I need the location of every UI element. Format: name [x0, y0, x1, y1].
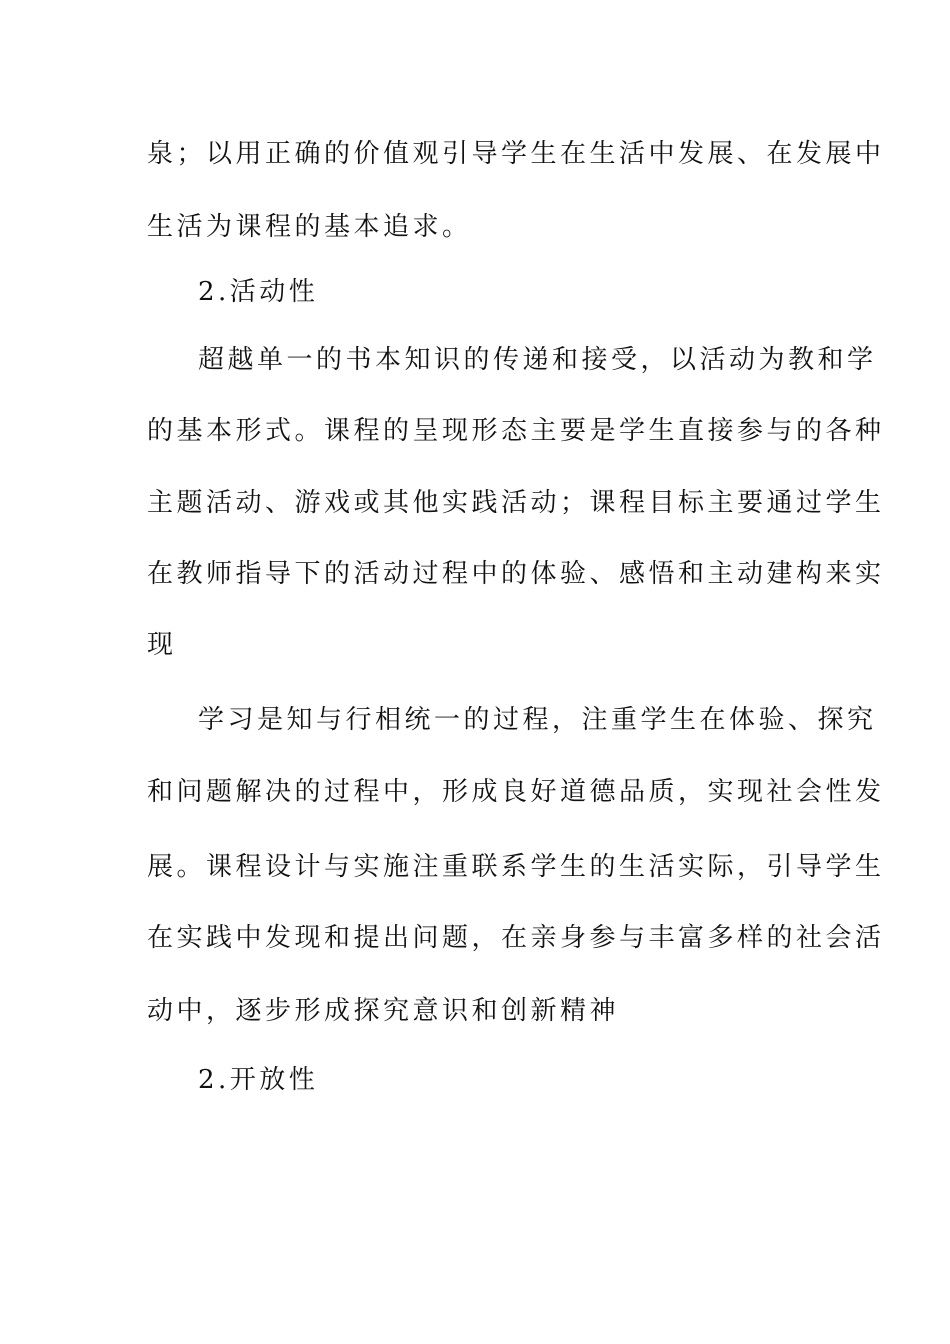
body-text-line: 现: [147, 630, 177, 660]
section-heading: 2.活动性: [198, 277, 319, 307]
body-text-line: 和问题解决的过程中，形成良好道德品质，实现社会性发: [147, 777, 885, 807]
body-text-line: 超越单一的书本知识的传递和接受，以活动为教和学: [198, 345, 877, 375]
body-text-line: 学习是知与行相统一的过程，注重学生在体验、探究: [198, 705, 877, 735]
section-heading: 2.开放性: [198, 1065, 319, 1095]
body-text-line: 在教师指导下的活动过程中的体验、感悟和主动建构来实: [147, 559, 885, 589]
body-text-line: 展。课程设计与实施注重联系学生的生活实际，引导学生: [147, 852, 885, 882]
body-text-line: 生活为课程的基本追求。: [147, 212, 472, 242]
body-text-line: 主题活动、游戏或其他实践活动；课程目标主要通过学生: [147, 488, 885, 518]
body-text-line: 在实践中发现和提出问题，在亲身参与丰富多样的社会活: [147, 923, 885, 953]
body-text-line: 泉；以用正确的价值观引导学生在生活中发展、在发展中: [147, 139, 885, 169]
body-text-line: 的基本形式。课程的呈现形态主要是学生直接参与的各种: [147, 416, 885, 446]
body-text-line: 动中，逐步形成探究意识和创新精神: [147, 996, 620, 1026]
